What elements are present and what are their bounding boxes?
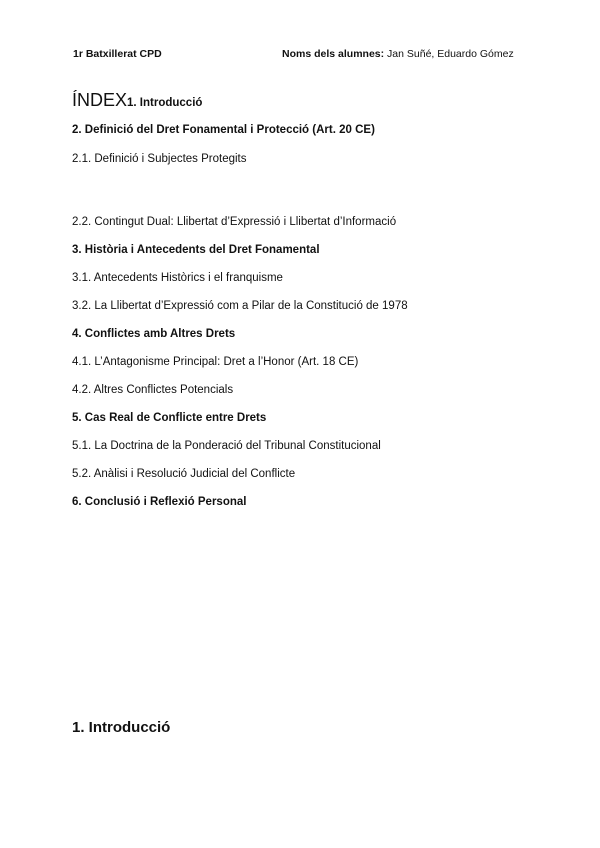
toc-entry-5-1: 5.1. La Doctrina de la Ponderació del Tribunal Constitucional (72, 440, 381, 452)
toc-entry-6: 6. Conclusió i Reflexió Personal (72, 496, 247, 508)
toc-entry-5-2: 5.2. Anàlisi i Resolució Judicial del Conflicte (72, 468, 296, 480)
toc-entry-3-2: 3.2. La Llibertat d’Expressió com a Pilar de la Constitució de 1978 (72, 300, 408, 312)
toc-entry-2-2: 2.2. Contingut Dual: Llibertat d’Expressió i Llibertat d’Informació (72, 216, 397, 228)
header-students (282, 48, 514, 60)
toc-entry-2: 2. Definició del Dret Fonamental i Protecció (Art. 20 CE) (72, 124, 375, 136)
toc-entry-3-1: 3.1. Antecedents Històrics i el franquisme (72, 272, 283, 284)
toc-entry-2-1: 2.1. Definició i Subjectes Protegits (72, 153, 247, 165)
toc-entry-4: 4. Conflictes amb Altres Drets (72, 328, 236, 340)
header-students-label: Noms dels alumnes: (282, 48, 385, 60)
toc-entry-4-2: 4.2. Altres Conflictes Potencials (72, 384, 234, 396)
toc-entry-1: 1. Introducció (127, 97, 203, 109)
index-title-line (72, 90, 202, 111)
section-heading-introduction: 1. Introducció (72, 719, 171, 736)
header-students-names: Jan Suñé, Eduardo Gómez (384, 48, 514, 60)
toc-entry-5: 5. Cas Real de Conflicte entre Drets (72, 412, 267, 424)
header-course: 1r Batxillerat CPD (73, 48, 162, 60)
toc-entry-4-1: 4.1. L’Antagonisme Principal: Dret a l’Honor (Art. 18 CE) (72, 356, 359, 368)
toc-entry-3: 3. Història i Antecedents del Dret Fonamental (72, 244, 320, 256)
index-title: ÍNDEX (72, 90, 128, 110)
